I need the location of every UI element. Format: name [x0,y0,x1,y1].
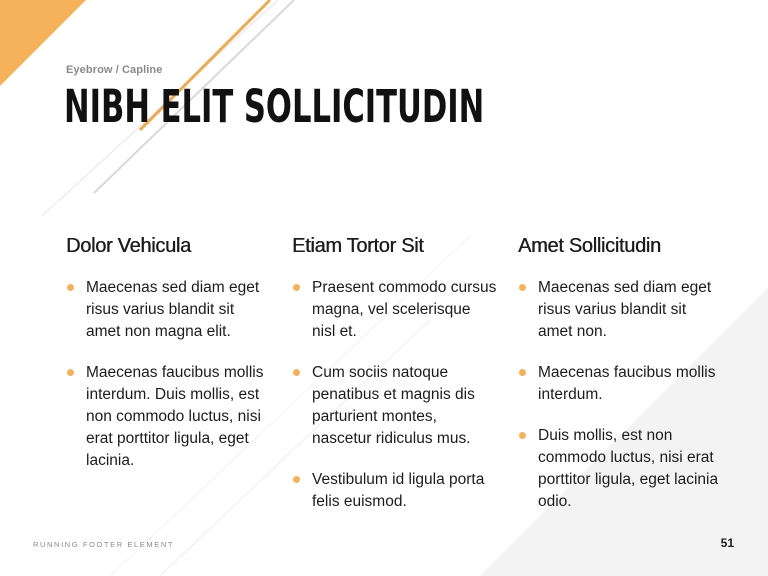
bullet-dot-icon [67,284,74,291]
bullet-list [518,277,723,513]
slide-title: NIBH ELIT SOLLICITUDIN [64,80,485,133]
column-amet-sollicitudin [518,233,723,532]
bullet-dot-icon [293,476,300,483]
column-heading: Amet Sollicitudin [518,235,661,257]
bullet-item [292,277,497,343]
bullet-list [66,277,271,472]
bullet-item [292,469,497,513]
bullet-dot-icon [293,284,300,291]
bullet-item [66,277,271,343]
bullet-text: Duis mollis, est non commodo luctus, nisi erat porttitor ligula, eget lacinia odio. [538,427,719,510]
bullet-item [292,362,497,450]
bullet-dot-icon [519,369,526,376]
bullet-text: Vestibulum id ligula porta felis euismod. [312,471,485,510]
bullet-text: Maecenas sed diam eget risus varius blandit sit amet non magna elit. [86,279,260,340]
bullet-dot-icon [67,369,74,376]
bullet-item [518,362,723,406]
bullet-item [518,277,723,343]
bullet-text: Maecenas faucibus mollis interdum. Duis mollis, est non commodo luctus, nisi erat porttitor ligula, eget lacinia. [86,364,264,469]
eyebrow-label: Eyebrow / Capline [66,64,163,76]
bullet-text: Maecenas faucibus mollis interdum. [538,364,716,403]
bullet-item [66,362,271,472]
column-etiam-tortor-sit [292,233,497,532]
column-dolor-vehicula [66,233,271,491]
bullet-list [292,277,497,513]
bullet-text: Maecenas sed diam eget risus varius blandit sit amet non. [538,279,712,340]
page-number: 51 [720,536,734,550]
column-heading: Etiam Tortor Sit [292,235,424,257]
bullet-dot-icon [519,284,526,291]
bullet-text: Cum sociis natoque penatibus et magnis dis parturient montes, nascetur ridiculus mus. [312,364,475,447]
bullet-dot-icon [519,432,526,439]
column-heading: Dolor Vehicula [66,235,191,257]
bullet-text: Praesent commodo cursus magna, vel scelerisque nisl et. [312,279,497,340]
bullet-item [518,425,723,513]
running-footer: RUNNING FOOTER ELEMENT [33,540,175,549]
bullet-dot-icon [293,369,300,376]
